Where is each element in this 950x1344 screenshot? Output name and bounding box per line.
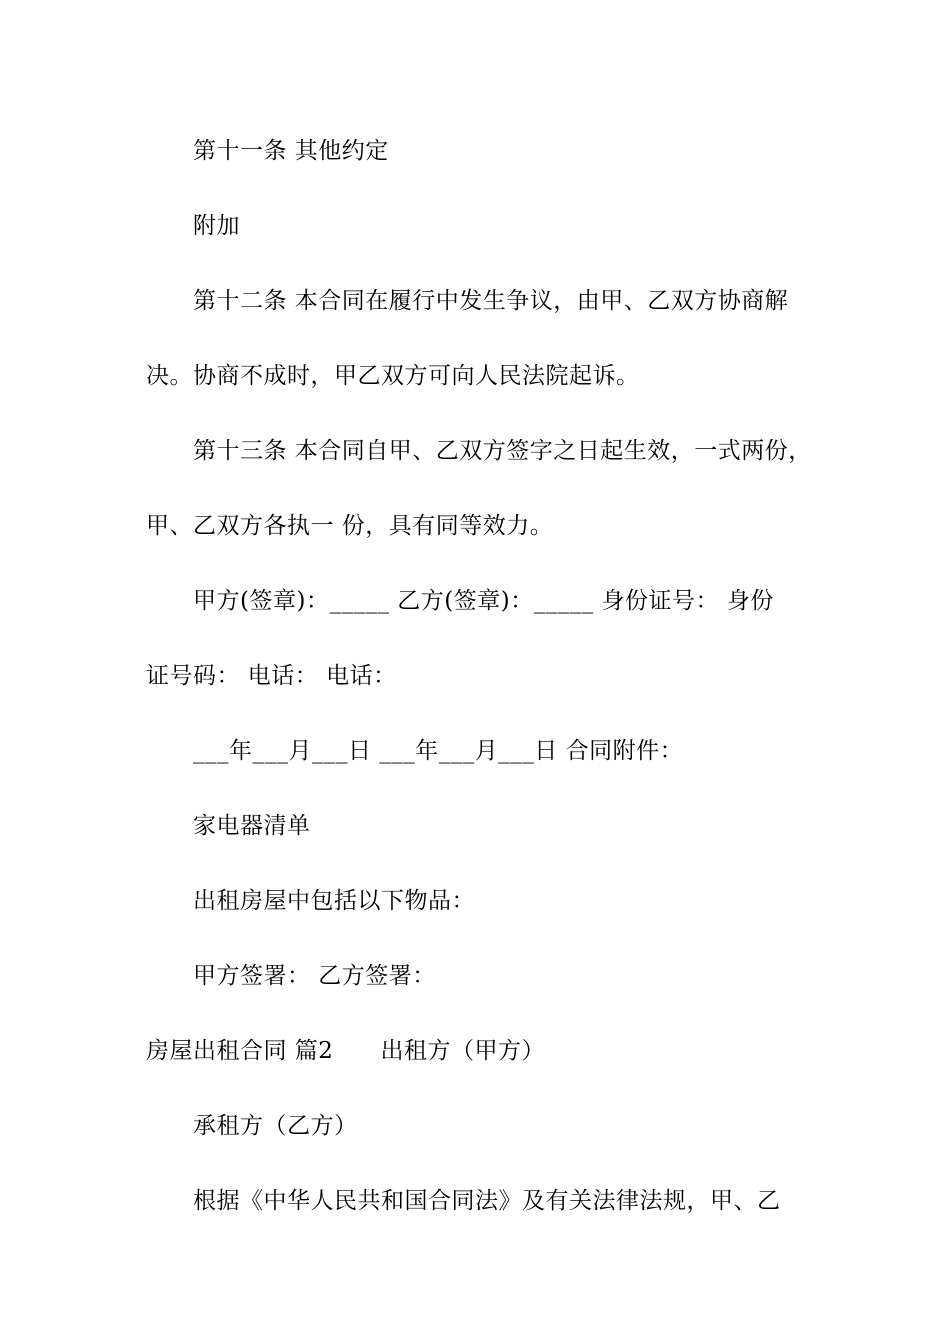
- contract-2-preamble: 根据《中华人民共和国合同法》及有关法律法规，甲、乙: [193, 1188, 781, 1214]
- article-12-line-1: 第十二条 本合同在履行中发生争议，由甲、乙双方协商解: [193, 288, 789, 314]
- article-13-line-2: 甲、乙双方各执一 份，具有同等效力。: [146, 513, 554, 539]
- article-12-line-2: 决。协商不成时，甲乙双方可向人民法院起诉。: [146, 363, 640, 389]
- signature-line-2: 证号码： 电话： 电话：: [146, 663, 397, 689]
- article-11-heading: 第十一条 其他约定: [193, 138, 389, 164]
- appendix-label: 附加: [193, 213, 240, 239]
- date-line: ___年___月___日 ___年___月___日 合同附件：: [193, 738, 684, 764]
- items-intro: 出租房屋中包括以下物品：: [193, 888, 475, 914]
- lessee-label: 承租方（乙方）: [193, 1113, 358, 1139]
- signature-line-1: 甲方(签章)：_____ 乙方(签章)：_____ 身份证号： 身份: [193, 588, 774, 614]
- contract-2-title: 房屋出租合同 篇2 出租方（甲方）: [146, 1038, 545, 1064]
- article-13-line-1: 第十三条 本合同自甲、乙双方签字之日起生效，一式两份，: [193, 438, 812, 464]
- signatories-line: 甲方签署： 乙方签署：: [193, 963, 436, 989]
- appliance-list-heading: 家电器清单: [193, 813, 311, 839]
